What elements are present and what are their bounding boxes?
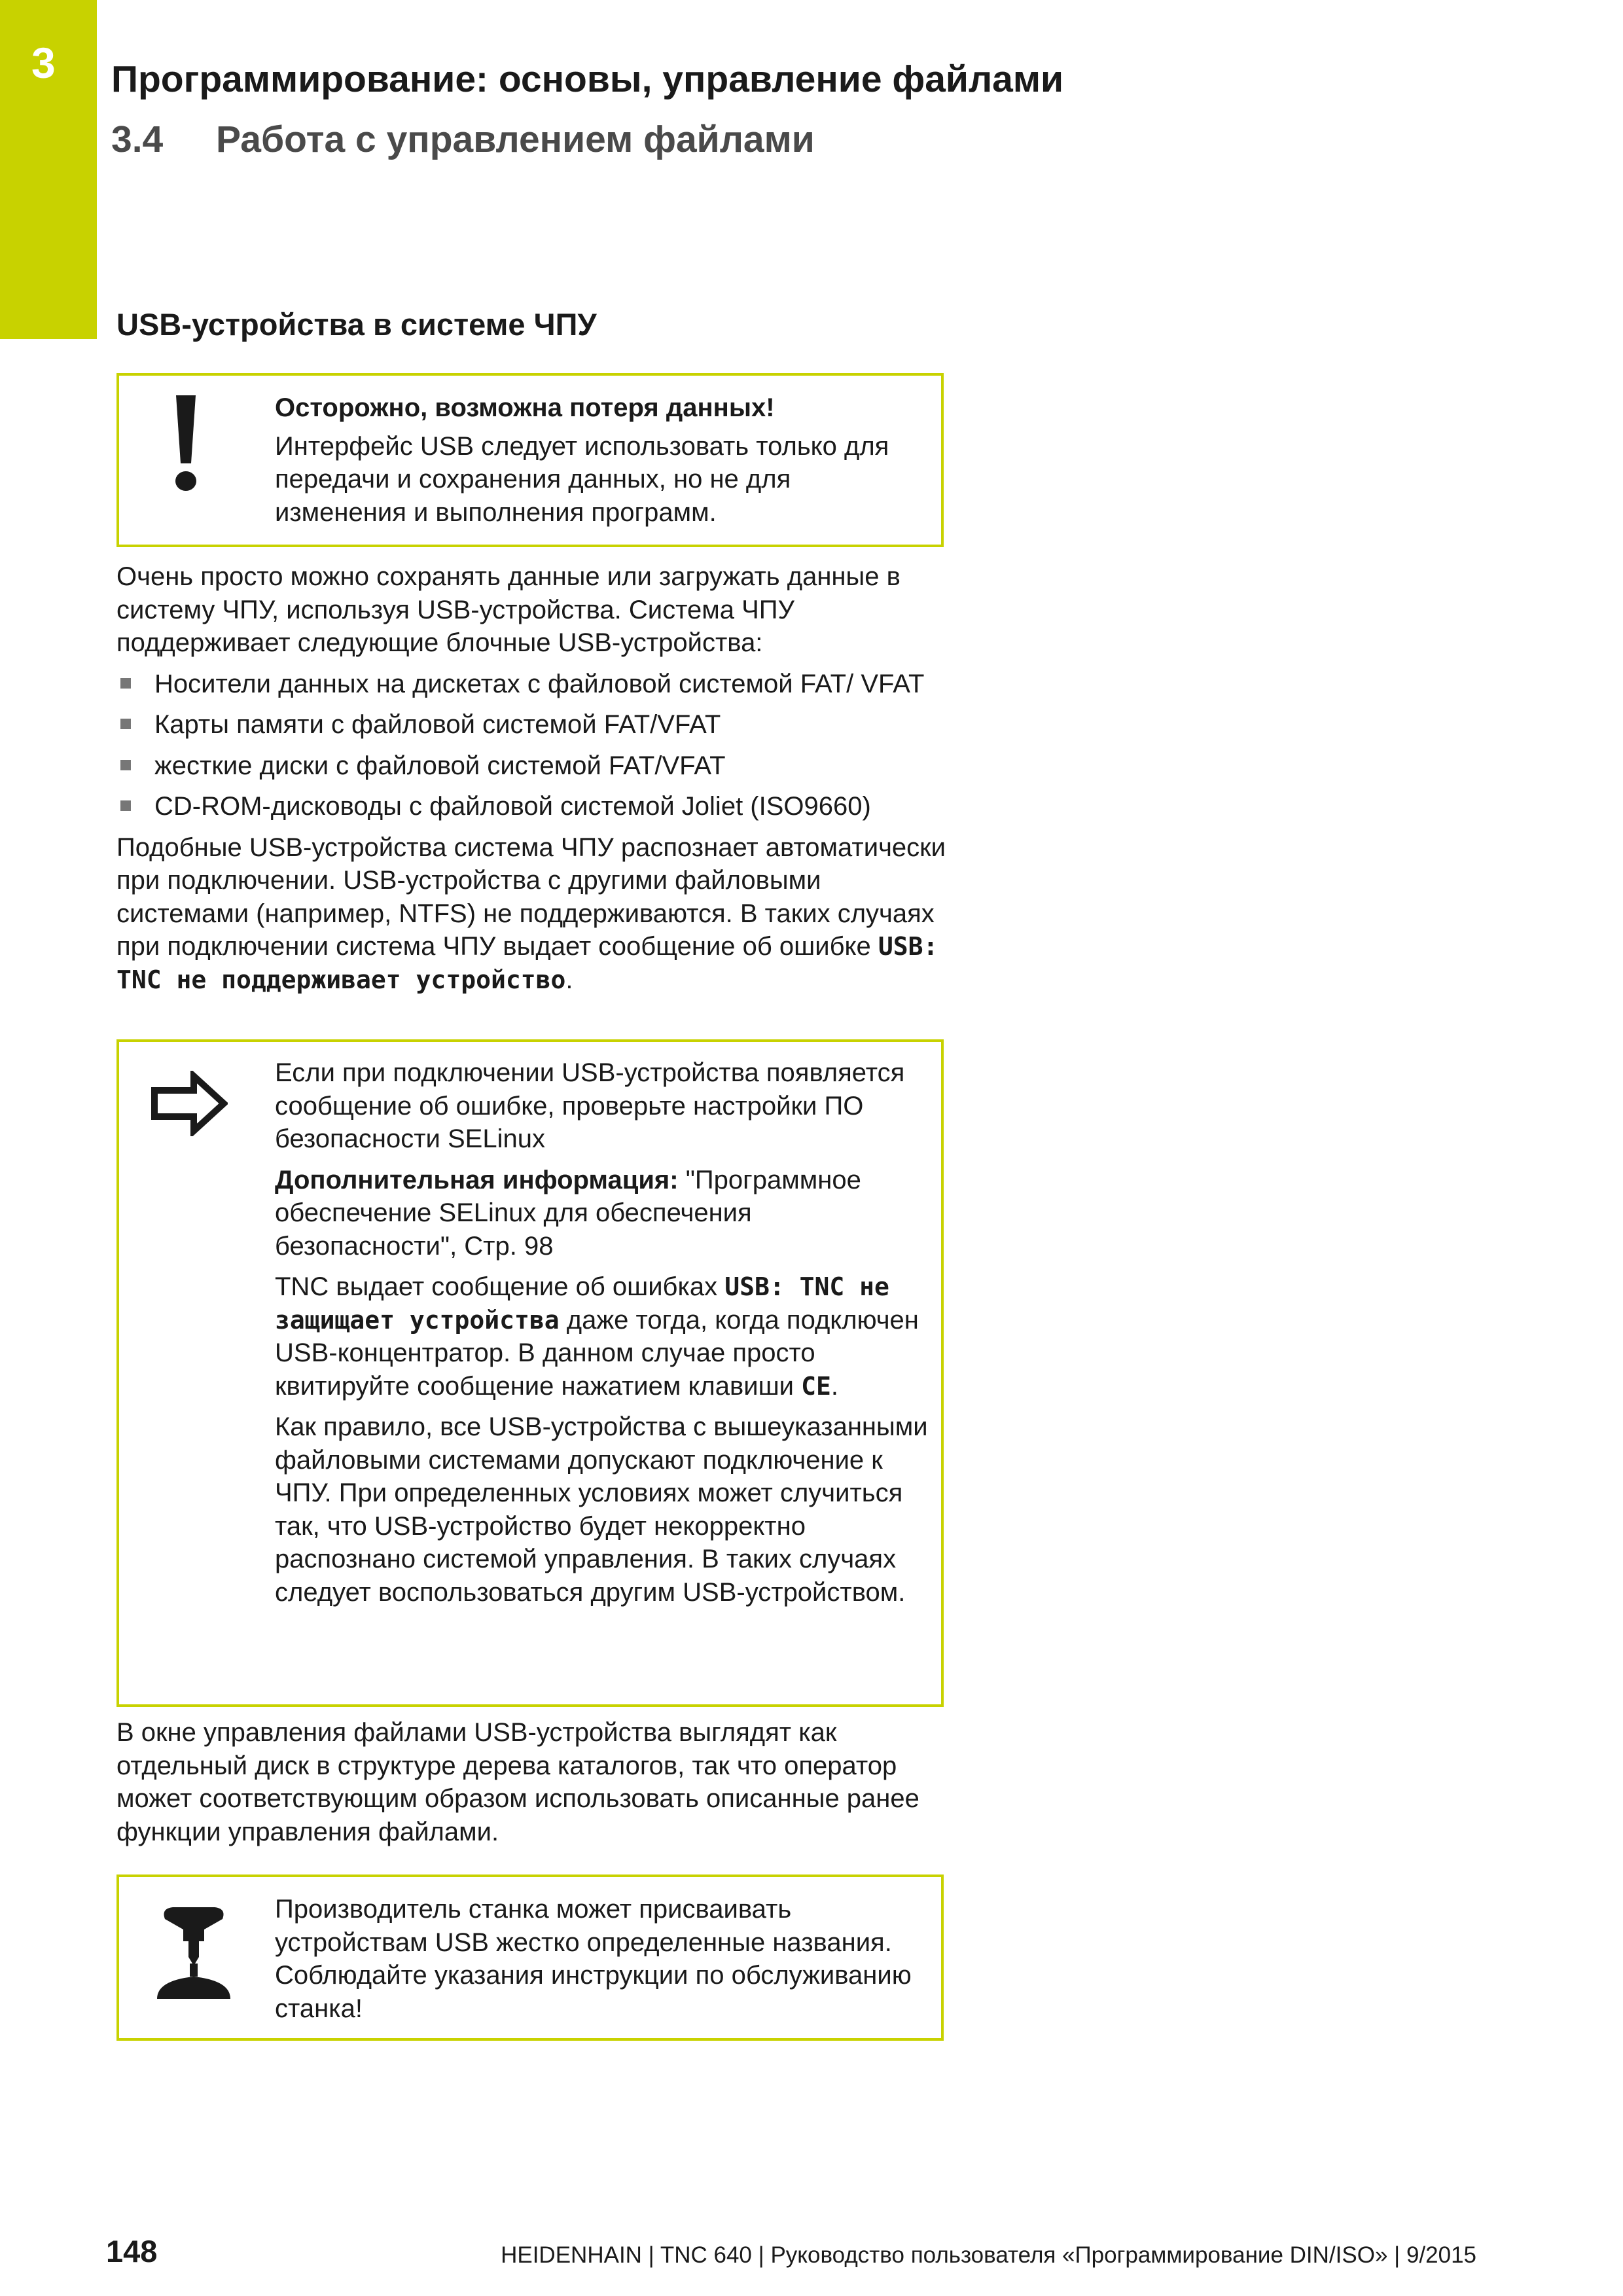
note-p2-label: Дополнительная информация: xyxy=(275,1165,679,1194)
warning-title: Осторожно, возможна потеря данных! xyxy=(275,393,775,422)
recognition-end: . xyxy=(565,965,573,994)
list-item: CD-ROM-дисководы с файловой системой Joliet (ISO9660) xyxy=(116,790,954,823)
section-heading xyxy=(111,118,815,161)
machine-text: Производитель станка может присваивать устройствам USB жестко определенные названия. Соблюдайте указания инструкции по обслуживанию станка! xyxy=(275,1895,912,2023)
error-message: USB: TNC не поддерживает устройство xyxy=(116,932,938,994)
machine-box xyxy=(116,1874,944,2041)
recognition-paragraph xyxy=(116,831,954,997)
note-box xyxy=(116,1039,944,1707)
chapter-number: 3 xyxy=(31,39,56,87)
device-list xyxy=(116,668,954,823)
recognition-text: Подобные USB-устройства система ЧПУ распознает автоматически при подключении. USB-устройства с другими файловыми системами (например, NTFS) не поддерживаются. В таких случаях при подключении система ЧПУ выдает сообщение об ошибке xyxy=(116,833,946,961)
arrow-right-icon xyxy=(151,1071,228,1139)
footer-text: HEIDENHAIN | TNC 640 | Руководство пользователя «Программирование DIN/ISO» | 9/2015 xyxy=(501,2242,1476,2268)
subsection-title: USB-устройства в системе ЧПУ xyxy=(116,307,597,342)
list-item: Карты памяти с файловой системой FAT/VFAT xyxy=(116,708,954,742)
note-p3-end: . xyxy=(830,1371,839,1401)
chapter-title: Программирование: основы, управление файлами xyxy=(111,58,1064,100)
exclamation-icon xyxy=(174,395,198,497)
note-p3-code: USB: TNC не защищает устройства xyxy=(275,1272,889,1335)
main-text xyxy=(116,560,954,996)
list-item: Носители данных на дискетах с файловой системой FAT/ VFAT xyxy=(116,668,954,701)
section-title: Работа с управлением файлами xyxy=(216,118,815,160)
file-manager-block xyxy=(116,1716,954,1848)
page-number: 148 xyxy=(106,2234,158,2269)
warning-box xyxy=(116,373,944,547)
note-p1: Если при подключении USB-устройства появляется сообщение об ошибке, проверьте настройки ПО безопасности SELinux xyxy=(275,1058,905,1153)
intro-paragraph: Очень просто можно сохранять данные или загружать данные в систему ЧПУ, используя USB-устройства. Система ЧПУ поддерживает следующие блочные USB-устройства: xyxy=(116,562,901,657)
note-p3 xyxy=(275,1270,929,1403)
machine-spindle-icon xyxy=(154,1903,233,2005)
note-p2 xyxy=(275,1164,929,1263)
warning-text: Интерфейс USB следует использовать только для передачи и сохранения данных, но не для изменения и выполнения программ. xyxy=(275,431,889,527)
section-number: 3.4 xyxy=(111,118,164,160)
note-p3-start: TNC выдает сообщение об ошибках xyxy=(275,1272,725,1301)
note-p4: Как правило, все USB-устройства с вышеуказанными файловыми системами допускают подключение к ЧПУ. При определенных условиях может случиться так, что USB-устройство будет некорректно распознано системой управления. В таких случаях следует воспользоваться другим USB-устройством. xyxy=(275,1412,928,1607)
note-p2-text: "Программное обеспечение SELinux для обеспечения безопасности", Стр. 98 xyxy=(275,1165,861,1261)
chapter-tab xyxy=(0,0,97,339)
list-item: жесткие диски с файловой системой FAT/VFAT xyxy=(116,749,954,783)
note-p3-mid: даже тогда, когда подключен USB-концентратор. В данном случае просто квитируйте сообщение нажатием клавиши xyxy=(275,1305,919,1401)
note-p3-key: CE xyxy=(801,1371,831,1401)
file-manager-paragraph: В окне управления файлами USB-устройства выглядят как отдельный диск в структуре дерева каталогов, так что оператор может соответствующим образом использовать описанные ранее функции управления файлами. xyxy=(116,1718,919,1846)
